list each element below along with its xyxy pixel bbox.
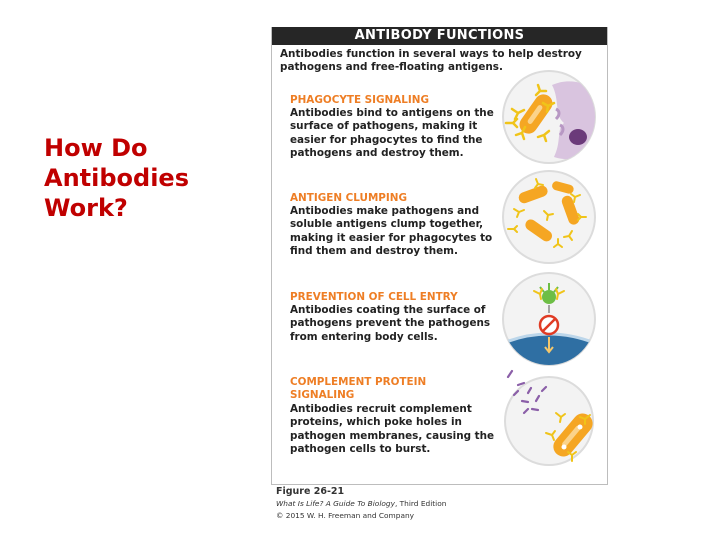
figure-source <box>276 498 446 510</box>
panel-body-line: from entering body cells. <box>290 330 438 343</box>
phagocyte-signaling-illustration <box>494 65 604 165</box>
complement-protein-illustration <box>494 367 604 467</box>
slide-title-line: How Do <box>44 134 148 162</box>
cell-entry-prevention-illustration <box>494 269 604 369</box>
panel-title <box>290 192 490 205</box>
panel-body-line: pathogens and destroy them. <box>290 147 464 160</box>
panel-body-line: Antibodies coating the surface of <box>290 304 486 316</box>
panel-body-line: making it easier for phagocytes to <box>290 231 493 244</box>
figure-caption <box>276 486 446 522</box>
figure-copyright: © 2015 W. H. Freeman and Company <box>276 511 415 520</box>
panel-title-line: PHAGOCYTE SIGNALING <box>290 94 429 106</box>
book-edition: , Third Edition <box>394 499 447 508</box>
panel-body-line: Antibodies bind to antigens on the <box>290 107 494 119</box>
intro-line: Antibodies function in several ways to help destroy <box>280 48 582 60</box>
panel-title <box>290 376 490 401</box>
panel-title <box>290 94 490 107</box>
slide-title <box>44 133 244 223</box>
panel-body-line: easier for phagocytes to find the <box>290 133 483 146</box>
panel-body <box>290 403 495 457</box>
slide-title-line: Antibodies <box>44 164 189 192</box>
panel-body-line: Antibodies make pathogens and <box>290 205 480 217</box>
panel-body-line: pathogen cells to burst. <box>290 443 431 456</box>
panel-body-line: soluble antigens clump together, <box>290 218 484 231</box>
panel-title-line: COMPLEMENT PROTEIN <box>290 376 427 388</box>
panel-body <box>290 107 495 161</box>
panel-body-line: find them and destroy them. <box>290 245 458 258</box>
panel-title <box>290 291 490 304</box>
panel-title-line: ANTIGEN CLUMPING <box>290 192 407 204</box>
panel-title-line: PREVENTION OF CELL ENTRY <box>290 291 458 303</box>
figure-number: Figure 26-21 <box>276 486 345 497</box>
antibody-functions-figure <box>271 27 608 485</box>
figure-header: ANTIBODY FUNCTIONS <box>272 27 607 45</box>
antigen-clumping-illustration <box>494 167 604 267</box>
panel-body-line: proteins, which poke holes in <box>290 416 462 429</box>
panel-body <box>290 304 495 344</box>
panel-body-line: surface of pathogens, making it <box>290 120 478 133</box>
slide-title-line: Work? <box>44 194 128 222</box>
panel-title-line: SIGNALING <box>290 388 355 401</box>
book-title: What Is Life? A Guide To Biology <box>276 499 395 508</box>
panel-body-line: Antibodies recruit complement <box>290 403 472 415</box>
intro-line: pathogens and free-floating antigens. <box>280 61 503 73</box>
panel-body-line: pathogen membranes, causing the <box>290 429 495 442</box>
panel-body-line: pathogens prevent the pathogens <box>290 317 491 330</box>
panel-body <box>290 205 495 259</box>
